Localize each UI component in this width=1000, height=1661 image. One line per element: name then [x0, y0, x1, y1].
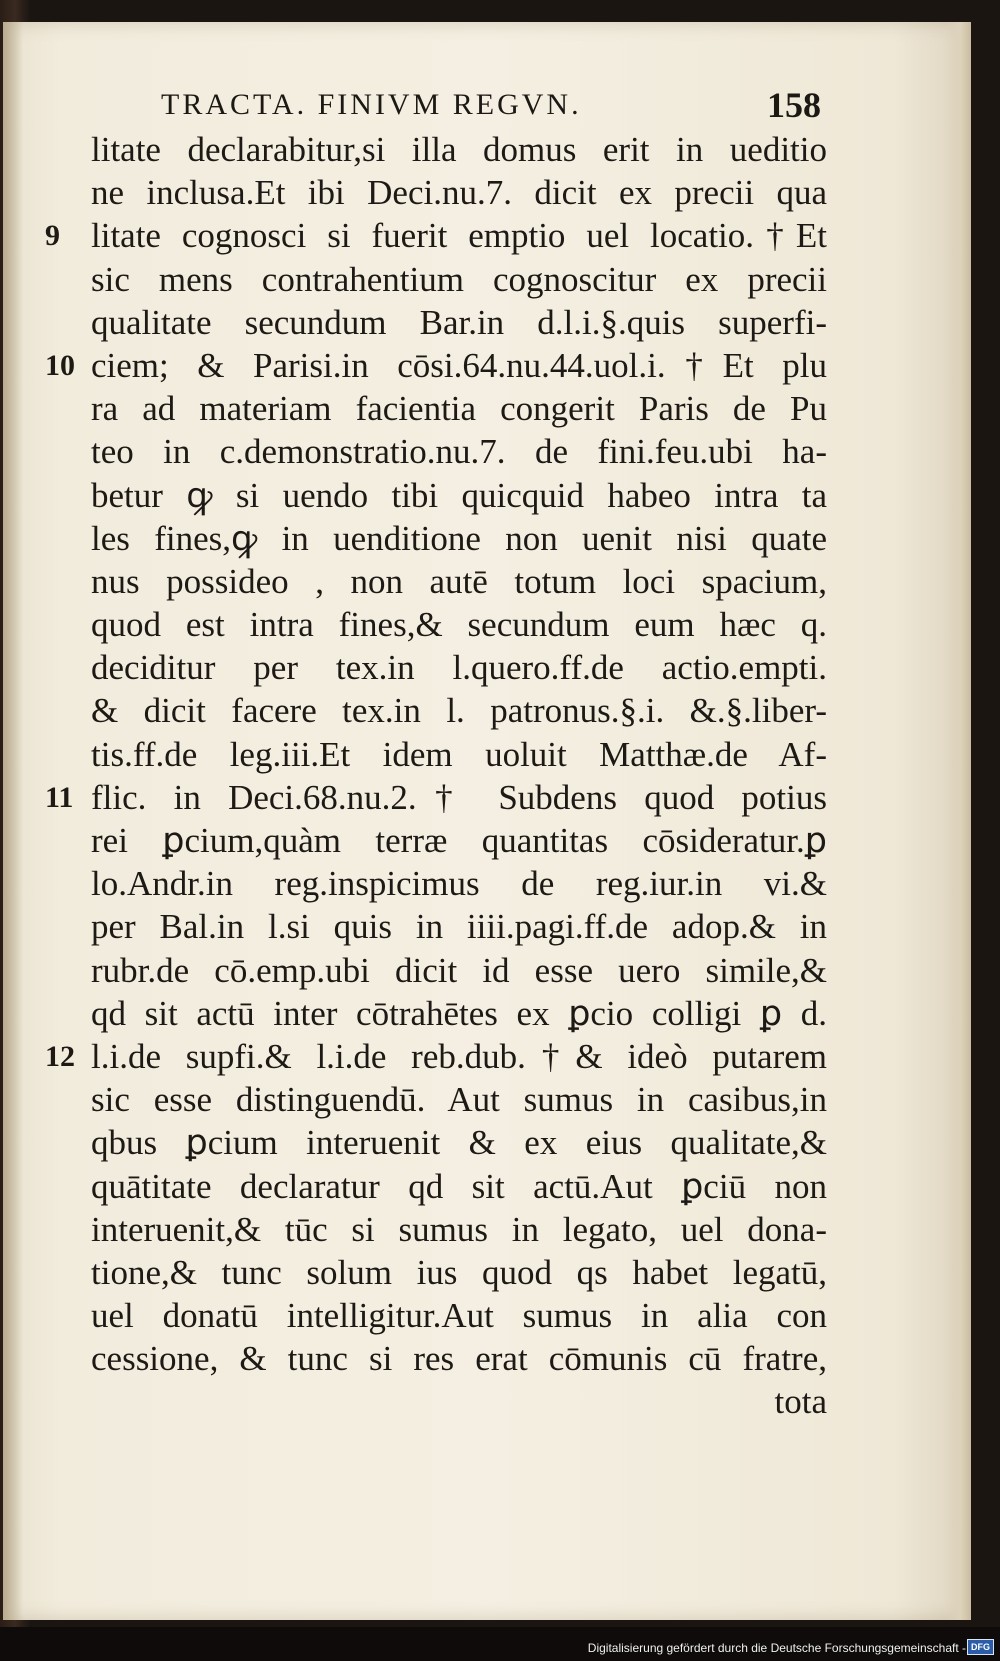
line-text: ra ad materiam facientia congerit Paris de Pu — [91, 389, 827, 429]
text-line — [91, 1337, 827, 1380]
digitization-footer — [0, 1627, 1000, 1661]
running-head — [161, 85, 821, 128]
text-line — [91, 560, 827, 603]
digitization-credit: Digitalisierung gefördert durch die Deutsche Forschungsgemeinschaft - — [587, 1641, 966, 1655]
text-line — [91, 1078, 827, 1121]
text-line — [91, 646, 827, 689]
line-text: interuenit,& tūc si sumus in legato, uel dona- — [91, 1209, 827, 1249]
text-line — [91, 819, 827, 862]
line-text: qualitate secundum Bar.in d.l.i.§.quis superfi- — [91, 302, 827, 342]
text-line — [91, 689, 827, 732]
line-text: ne inclusa.Et ibi Deci.nu.7. dicit ex precii qua — [91, 173, 827, 213]
line-text: qd sit actū inter cōtrahētes ex ꝑcio colligi ꝑ d. — [91, 993, 827, 1033]
line-text: rubr.de cō.emp.ubi dicit id esse uero simile,& — [91, 950, 827, 990]
dfg-logo-icon: DFG — [967, 1639, 994, 1655]
line-text: uel donatū intelligitur.Aut sumus in alia con — [91, 1296, 827, 1336]
line-text: flic. in Deci.68.nu.2.† Subdens quod potius — [91, 777, 827, 817]
line-text: teo in c.demonstratio.nu.7. de fini.feu.ubi ha- — [91, 432, 827, 472]
book-page — [3, 22, 971, 1620]
line-text: rei ꝑcium,quàm terræ quantitas cōsideratur.ꝑ — [91, 821, 827, 860]
line-text: nus possideo , non autē totum loci spacium, — [91, 561, 827, 601]
page-edge — [945, 22, 971, 1620]
text-line — [91, 949, 827, 992]
line-text: lo.Andr.in reg.inspicimus de reg.iur.in vi.& — [91, 864, 827, 904]
line-text: sic esse distinguendū. Aut sumus in casibus,in — [91, 1080, 827, 1120]
page-number: 158 — [767, 85, 821, 125]
marginal-note-number: 9 — [45, 219, 60, 253]
text-line — [91, 1208, 827, 1251]
line-text: & dicit facere tex.in l. patronus.§.i. &.§.liber- — [91, 691, 827, 731]
line-text: per Bal.in l.si quis in iiii.pagi.ff.de adop.& in — [91, 907, 827, 947]
text-line — [91, 862, 827, 905]
line-text: tione,& tunc solum ius quod qs habet legatū, — [91, 1252, 827, 1292]
line-text: ciem; & Parisi.in cōsi.64.nu.44.uol.i.†Et plu — [91, 345, 827, 385]
text-block — [45, 128, 827, 1424]
marginal-note-number: 11 — [45, 780, 74, 814]
line-text: l.i.de supfi.& l.i.de reb.dub.†& ideò putarem — [91, 1036, 827, 1076]
line-text: cessione, & tunc si res erat cōmunis cū fratre, — [91, 1339, 827, 1379]
spine-shadow — [3, 22, 23, 1620]
line-text: sic mens contrahentium cognoscitur ex precii — [91, 259, 827, 299]
text-line — [91, 603, 827, 646]
text-line — [91, 301, 827, 344]
line-text: quātitate declaratur qd sit actū.Aut ꝑciū non — [91, 1166, 827, 1206]
marginal-note-number: 10 — [45, 348, 75, 382]
text-line — [91, 1251, 827, 1294]
line-text: les fines,ꝙ in uenditione non uenit nisi quate — [91, 518, 827, 558]
line-text: litate declarabitur,si illa domus erit in ueditio — [91, 130, 827, 169]
line-text: qbus ꝑcium interuenit & ex eius qualitate,& — [91, 1123, 827, 1163]
text-line — [45, 776, 827, 819]
line-text: quod est intra fines,& secundum eum hæc q. — [91, 605, 827, 645]
running-title: TRACTA. FINIVM REGVN. — [161, 88, 582, 121]
text-line — [91, 517, 827, 560]
text-line — [45, 344, 827, 387]
text-line — [91, 171, 827, 214]
line-text: betur ꝙ si uendo tibi quicquid habeo intra ta — [91, 475, 827, 515]
line-text: deciditur per tex.in l.quero.ff.de actio.empti. — [91, 648, 827, 688]
marginal-note-number: 12 — [45, 1039, 75, 1073]
text-line — [91, 387, 827, 430]
text-line — [91, 733, 827, 776]
text-line — [91, 1165, 827, 1208]
catchword: tota — [774, 1382, 827, 1422]
text-line — [45, 1035, 827, 1078]
text-line — [91, 905, 827, 948]
text-line — [91, 1294, 827, 1337]
text-line — [91, 1121, 827, 1164]
text-line — [91, 430, 827, 473]
line-text: tis.ff.de leg.iii.Et idem uoluit Matthæ.de Af- — [91, 734, 827, 774]
text-line — [91, 474, 827, 517]
text-line — [91, 128, 827, 171]
text-line — [91, 258, 827, 301]
text-line — [45, 214, 827, 257]
text-line — [91, 992, 827, 1035]
line-text: litate cognosci si fuerit emptio uel locatio.†Et — [91, 216, 827, 256]
catchword-line — [91, 1380, 827, 1423]
